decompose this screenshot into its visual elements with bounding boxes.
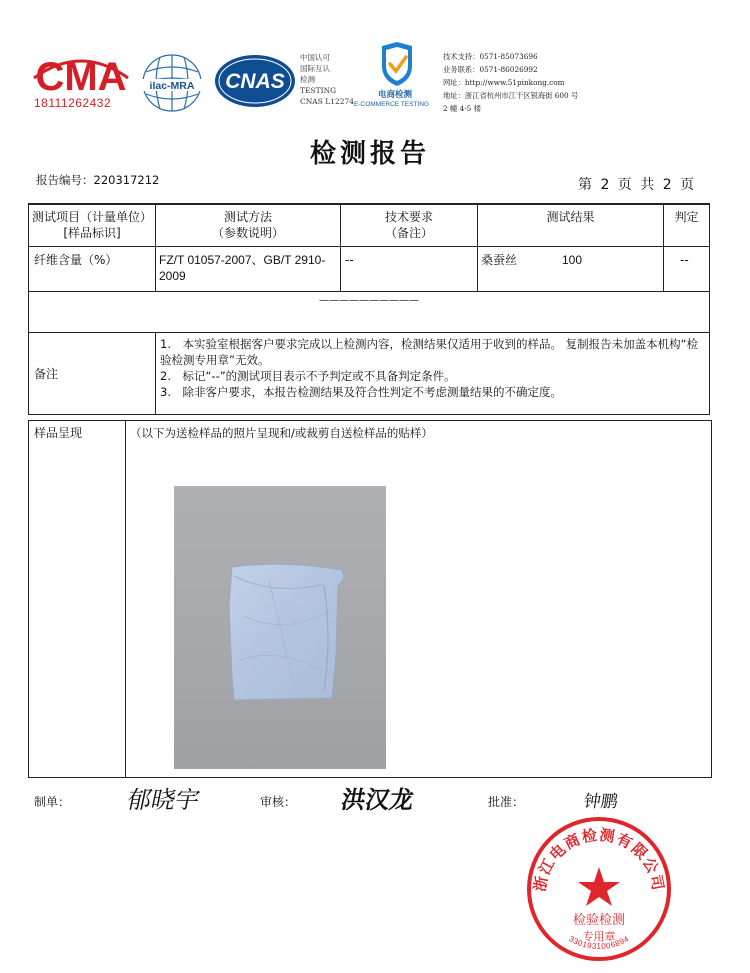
cnas-logo [214, 54, 296, 108]
cnas-info [300, 52, 354, 107]
remarks-label: 备注 [34, 367, 59, 381]
prepared-label: 制单： [34, 795, 71, 809]
header-method [156, 209, 340, 241]
table-divider [155, 332, 156, 414]
table-divider [28, 291, 710, 292]
page-indicator: 第 2 页 共 2 页 [578, 177, 695, 193]
ilac-mra-logo [140, 52, 204, 114]
header-requirement-sub: （备注） [384, 226, 433, 240]
cnas-info-line: 国际互认 [300, 64, 330, 73]
approved-label: 批准： [488, 795, 525, 809]
header-result: 测试结果 [546, 210, 595, 224]
header-judgement: 判定 [674, 210, 699, 224]
table-border [28, 777, 712, 778]
row-item: 纤维含量（%） [34, 253, 118, 267]
prepared-signature: 郁晓宇 [124, 786, 203, 814]
reviewed-label: 审核： [260, 795, 297, 809]
seal-star-icon [578, 867, 620, 906]
contact-line: 地址：浙江省杭州市江干区银海街 600 号 [443, 91, 579, 100]
table-end-line: —————————— [319, 295, 419, 306]
remark-item: 3. 除非客户要求，本报告检测结果及符合性判定不考虑测量结果的不确定度。 [160, 385, 562, 399]
table-divider [28, 246, 710, 247]
ecommerce-cn: 电商检测 [378, 90, 413, 100]
table-border [28, 420, 712, 421]
seal-purpose: 检验检测 [572, 913, 626, 928]
report-title: 检测报告 [309, 139, 430, 169]
contact-line: 技术支持：0571-85073696 [443, 52, 538, 61]
sample-photo [174, 486, 386, 769]
sample-note: （以下为送检样品的照片呈现和/或裁剪自送检样品的贴样） [130, 426, 433, 440]
seal-code: 3301931006894 [567, 934, 631, 951]
table-border [711, 420, 712, 777]
header-method-sub: （参数说明） [211, 226, 284, 240]
cnas-info-line: 检测 [300, 75, 315, 84]
contact-line: 网址：http://www.51pinkong.com [443, 78, 565, 87]
cnas-info-line: TESTING [300, 86, 337, 95]
row-result-value: 100 [562, 253, 583, 267]
reviewed-signature: 洪汉龙 [339, 785, 417, 814]
header-method-label: 测试方法 [223, 210, 272, 224]
row-result-label: 桑蚕丝 [481, 253, 518, 267]
contact-info [443, 50, 578, 115]
ecommerce-en: E-COMMERCE TESTING [354, 101, 429, 108]
table-border [28, 203, 710, 205]
remark-item: 1. 本实验室根据客户要求完成以上检测内容，检测结果仅适用于收到的样品。 复制报告未加盖本机构“检验检测专用章”无效。 [160, 337, 699, 367]
row-requirement: -- [345, 253, 354, 267]
header-item [29, 209, 155, 241]
cnas-logo-text: CNAS [225, 70, 285, 93]
table-divider [28, 332, 710, 333]
seal-company: 浙江电商检测有限公司 [530, 825, 668, 893]
approved-signature: 钟鹏 [582, 792, 620, 812]
remarks-list [160, 336, 706, 400]
cma-phone: 18111262432 [34, 96, 112, 110]
official-seal [525, 815, 673, 963]
cnas-info-line: CNAS L12274 [300, 97, 355, 106]
table-border [28, 414, 710, 415]
contact-line: 业务联系：0571-86026992 [443, 65, 538, 74]
remark-item: 2. 标记“--”的测试项目表示不予判定或不具备判定条件。 [160, 369, 456, 383]
report-number: 报告编号：220317212 [36, 173, 160, 187]
contact-line: 2 幢 4-5 楼 [443, 104, 481, 113]
cnas-info-line: 中国认可 [300, 53, 330, 62]
header-item-sub: [样品标识] [63, 226, 121, 240]
row-judgement: -- [680, 253, 689, 267]
table-divider [125, 420, 126, 777]
ilac-logo-text: ilac-MRA [149, 80, 195, 92]
table-border [28, 420, 29, 777]
seal-sub: 专用章 [582, 930, 616, 943]
header-requirement-label: 技术要求 [384, 210, 433, 224]
header-requirement [341, 209, 477, 241]
sample-label: 样品呈现 [34, 426, 83, 440]
row-method: FZ/T 01057-2007、GB/T 2910-2009 [159, 253, 326, 283]
header-item-label: 测试项目（计量单位） [31, 210, 152, 224]
cma-logo-text: CMA [35, 55, 127, 99]
